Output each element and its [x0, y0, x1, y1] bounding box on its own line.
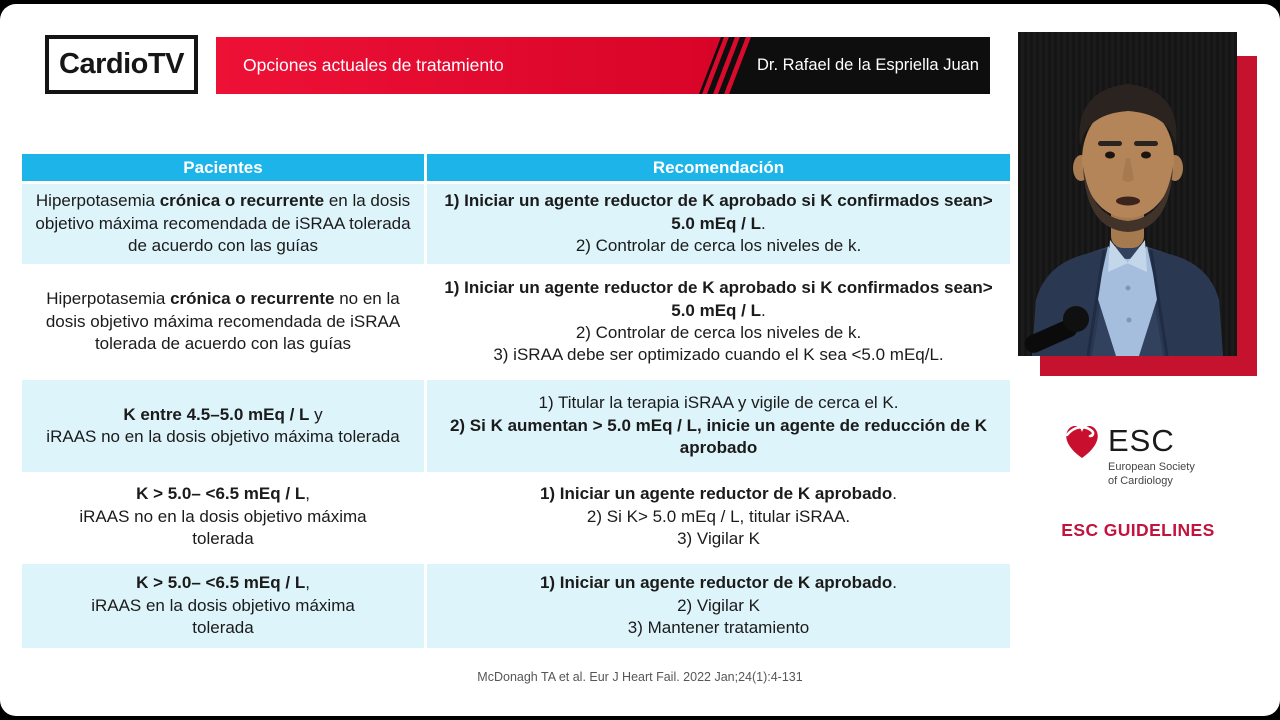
cell-paragraph: 1) Iniciar un agente reductor de K aprobado. [539, 484, 898, 504]
cell-paragraph: K > 5.0– <6.5 mEq / L, [136, 484, 310, 504]
treatment-table [22, 154, 1010, 648]
speaker-illustration [1018, 32, 1237, 356]
cell-rec [427, 380, 1010, 472]
cell-patient [22, 184, 424, 264]
cell-rec [427, 564, 1010, 648]
cell-paragraph: 2) Controlar de cerca los niveles de k. [575, 323, 862, 342]
cell-paragraph: tolerada [192, 529, 254, 549]
cardiotv-logo-text: CardioTV [59, 48, 184, 80]
cell-paragraph: K entre 4.5–5.0 mEq / L y [123, 404, 323, 424]
slide-panel [0, 4, 1280, 716]
header-banner [216, 37, 990, 94]
cell-paragraph: tolerada [192, 618, 254, 638]
esc-logo-top [1062, 422, 1222, 460]
cell-paragraph: K > 5.0– <6.5 mEq / L, [136, 573, 310, 593]
cell-paragraph: 1) Iniciar un agente reductor de K aprobado. [539, 573, 898, 593]
cell-paragraph: iRAAS no en la dosis objetivo máxima [79, 506, 367, 526]
cell-patient [22, 564, 424, 648]
cell-paragraph: 2) Controlar de cerca los niveles de k. [575, 236, 862, 256]
cell-rec [427, 472, 1010, 562]
table-row [22, 264, 1010, 380]
cell-paragraph: 1) Iniciar un agente reductor de K aprobado si K confirmados sean> 5.0 mEq / L. [444, 278, 993, 320]
column-header-recommendation: Recomendación [427, 154, 1010, 181]
column-header-patients: Pacientes [22, 154, 424, 181]
reference-citation: McDonagh TA et al. Eur J Heart Fail. 2022 Jan;24(1):4-131 [477, 670, 803, 684]
speaker-video [1018, 32, 1237, 356]
esc-guidelines-label: ESC GUIDELINES [1061, 520, 1215, 540]
table-body [22, 184, 1010, 648]
cell-paragraph: 2) Si K> 5.0 mEq / L, titular iSRAA. [586, 506, 851, 526]
cell-patient [22, 472, 424, 562]
cell-paragraph: Hiperpotasemia crónica o recurrente no en la dosis objetivo máxima recomendada de iSRAA tolerada de acuerdo con las guías [45, 289, 401, 354]
cell-paragraph: 1) Iniciar un agente reductor de K aprobado si K confirmados sean> 5.0 mEq / L. [444, 191, 993, 233]
cell-paragraph: Hiperpotasemia crónica o recurrente en la dosis objetivo máxima recomendada de iSRAA tolerada de acuerdo con las guías [35, 191, 411, 256]
cell-rec [427, 184, 1010, 264]
cell-paragraph: 2) Si K aumentan > 5.0 mEq / L, inicie un agente de reducción de K aprobado [449, 415, 988, 458]
table-header-row [22, 154, 1010, 181]
cell-paragraph: iRAAS en la dosis objetivo máxima [91, 595, 355, 615]
esc-tagline-line2: of Cardiology [1108, 474, 1173, 487]
cell-paragraph: iRAAS no en la dosis objetivo máxima tolerada [46, 427, 400, 446]
cardiotv-logo [45, 35, 198, 94]
esc-acronym: ESC [1108, 423, 1175, 458]
cell-rec [427, 264, 1010, 380]
cell-paragraph: 3) Mantener tratamiento [627, 618, 810, 638]
cell-paragraph: 3) Vigilar K [677, 529, 760, 549]
cell-patient [22, 380, 424, 472]
table-row [22, 564, 1010, 648]
speaker-name: Dr. Rafael de la Espriella Juan [757, 56, 979, 74]
table-row [22, 380, 1010, 472]
esc-heart-icon [1062, 422, 1102, 460]
cell-paragraph: 1) Titular la terapia iSRAA y vigile de cerca el K. [538, 393, 899, 413]
esc-tagline-line1: European Society [1108, 461, 1195, 473]
cell-paragraph: 3) iSRAA debe ser optimizado cuando el K sea <5.0 mEq/L. [493, 345, 944, 365]
cell-paragraph: 2) Vigilar K [677, 595, 760, 615]
table-row [22, 472, 1010, 562]
esc-tagline [1108, 461, 1222, 489]
slide-title: Opciones actuales de tratamiento [243, 55, 504, 75]
table-row [22, 184, 1010, 264]
cell-patient [22, 264, 424, 380]
esc-logo [1062, 422, 1222, 489]
